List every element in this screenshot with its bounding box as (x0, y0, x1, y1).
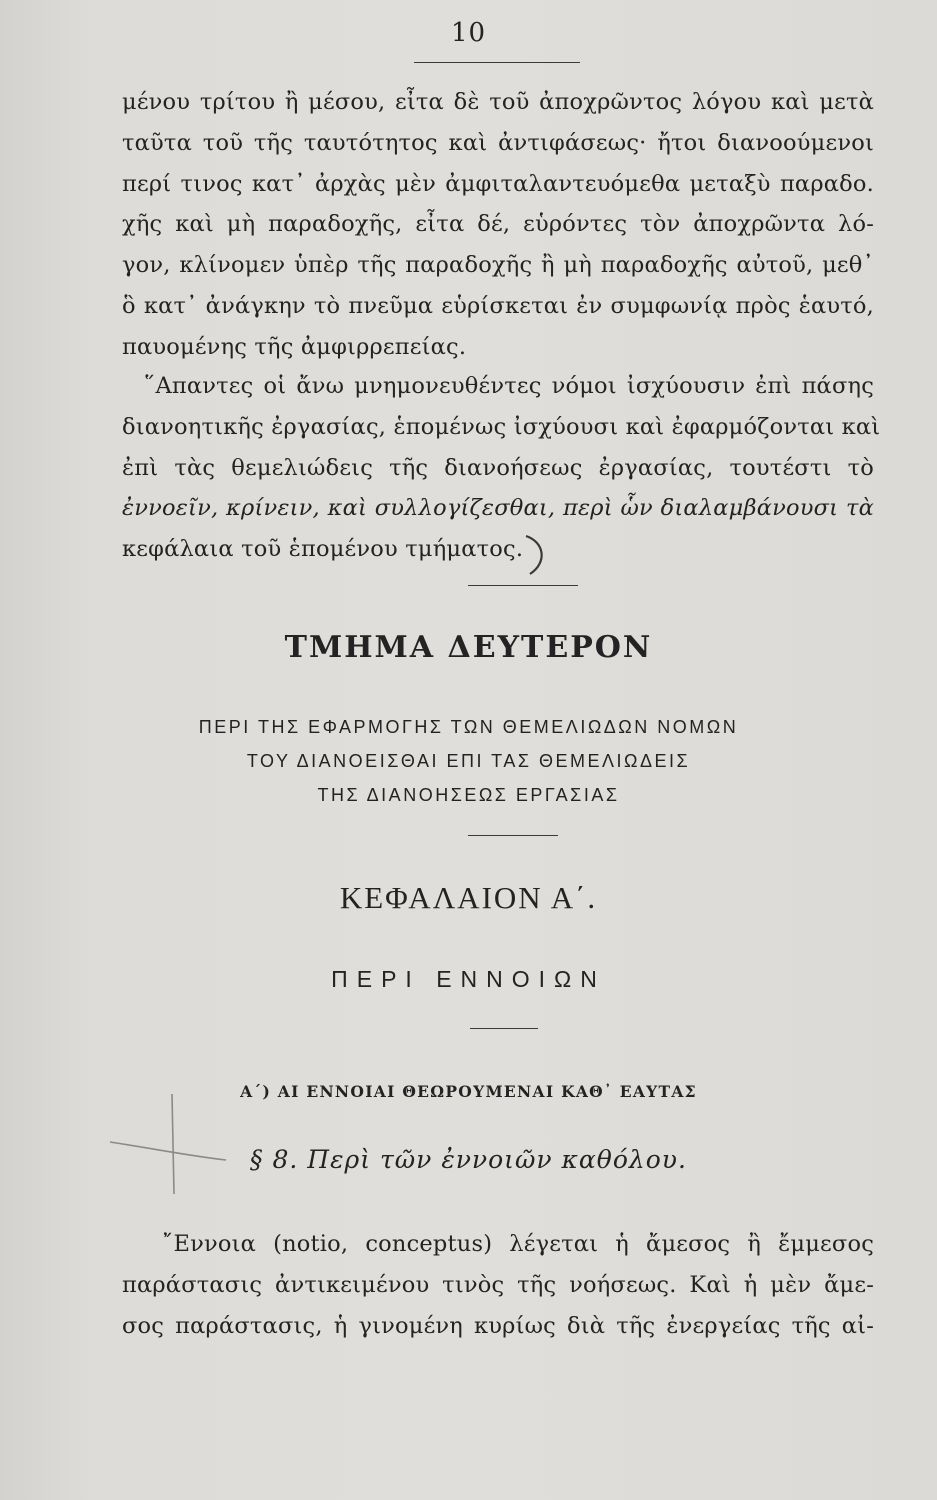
paragraph-continued (122, 82, 874, 368)
text-line: γον, κλίνομεν ὑπὲρ τῆς παραδοχῆς ἢ μὴ παραδοχῆς αὐτοῦ, μεθ᾽ (122, 252, 874, 279)
text-line: μένου τρίτου ἢ μέσου, εἶτα δὲ τοῦ ἀποχρῶντος λόγου καὶ μετὰ (122, 89, 874, 115)
section-subtitle (0, 710, 937, 812)
chapter-title: ΚΕΦΑΛΑΙΟΝ Α΄. (339, 880, 598, 915)
page-number: 10 (450, 18, 487, 48)
header-rule (414, 62, 580, 63)
text-line: σος παράστασις, ἡ γινομένη κυρίως διὰ τῆς ἐνεργείας τῆς αἰ- (122, 1312, 874, 1339)
section-title: ΤΜΗΜΑ ΔΕΥΤΕΡΟΝ (284, 630, 653, 665)
section-subtitle-line: ΤΟΥ ΔΙΑΝΟΕΙΣΘΑΙ ΕΠΙ ΤΑΣ ΘΕΜΕΛΙΩΔΕΙΣ (246, 751, 691, 771)
subheading-rule (470, 1028, 538, 1029)
chapter-rule (468, 835, 558, 836)
pencil-mark (520, 528, 560, 580)
text-line: διανοητικῆς ἐργασίας, ἑπομένως ἰσχύουσι καὶ ἐφαρμόζονται καὶ (122, 413, 881, 440)
text-line: κεφάλαια τοῦ ἑπομένου τμήματος. (122, 536, 524, 563)
text-line: ῞Απαντες οἱ ἄνω μνημονευθέντες νόμοι ἰσχύουσιν ἐπὶ πάσης (144, 373, 874, 399)
text-line: περί τινος κατ᾽ ἀρχὰς μὲν ἀμφιταλαντευόμεθα μεταξὺ παραδο. (122, 170, 874, 197)
section-subtitle-line: ΠΕΡΙ ΤΗΣ ΕΦΑΡΜΟΓΗΣ ΤΩΝ ΘΕΜΕΛΙΩΔΩΝ ΝΟΜΩΝ (198, 717, 739, 737)
chapter-subtitle: ΠΕΡΙ ΕΝΝΟΙΩΝ (331, 966, 606, 992)
text-line: ὃ κατ᾽ ἀνάγκην τὸ πνεῦμα εὑρίσκεται ἐν συμφωνίᾳ πρὸς ἑαυτό, (122, 292, 874, 319)
paragraph-concept (122, 1224, 874, 1346)
text-line: ἐννοεῖν, κρίνειν, καὶ συλλογίζεσθαι, περὶ ὧν διαλαμβάνουσι τὰ (122, 495, 874, 522)
paragraph-heading: § 8. Περὶ τῶν ἐννοιῶν καθόλου. (250, 1145, 687, 1174)
section-subtitle-line: ΤΗΣ ΔΙΑΝΟΗΣΕΩΣ ΕΡΓΑΣΙΑΣ (317, 785, 620, 805)
text-line: ῎Εννοια (notio, conceptus) λέγεται ἡ ἄμεσος ἢ ἔμμεσος (162, 1231, 874, 1257)
text-line: χῆς καὶ μὴ παραδοχῆς, εἶτα δέ, εὑρόντες τὸν ἀποχρῶντα λό- (122, 211, 874, 238)
text-line: παράστασις ἀντικειμένου τινὸς τῆς νοήσεως. Καὶ ἡ μὲν ἄμε- (122, 1271, 874, 1298)
section-rule (468, 585, 578, 586)
text-line: ἐπὶ τὰς θεμελιώδεις τῆς διανοήσεως ἐργασίας, τουτέστι τὸ (122, 454, 874, 481)
paragraph-laws (122, 366, 881, 570)
text-line: ταῦτα τοῦ τῆς ταυτότητος καὶ ἀντιφάσεως· ἤτοι διανοούμενοι (122, 129, 874, 156)
text-line: παυομένης τῆς ἀμφιρρεπείας. (122, 333, 467, 360)
subheading: Α΄) ΑΙ ΕΝΝΟΙΑΙ ΘΕΩΡΟΥΜΕΝΑΙ ΚΑΘ᾽ ΕΑΥΤΑΣ (240, 1082, 697, 1101)
